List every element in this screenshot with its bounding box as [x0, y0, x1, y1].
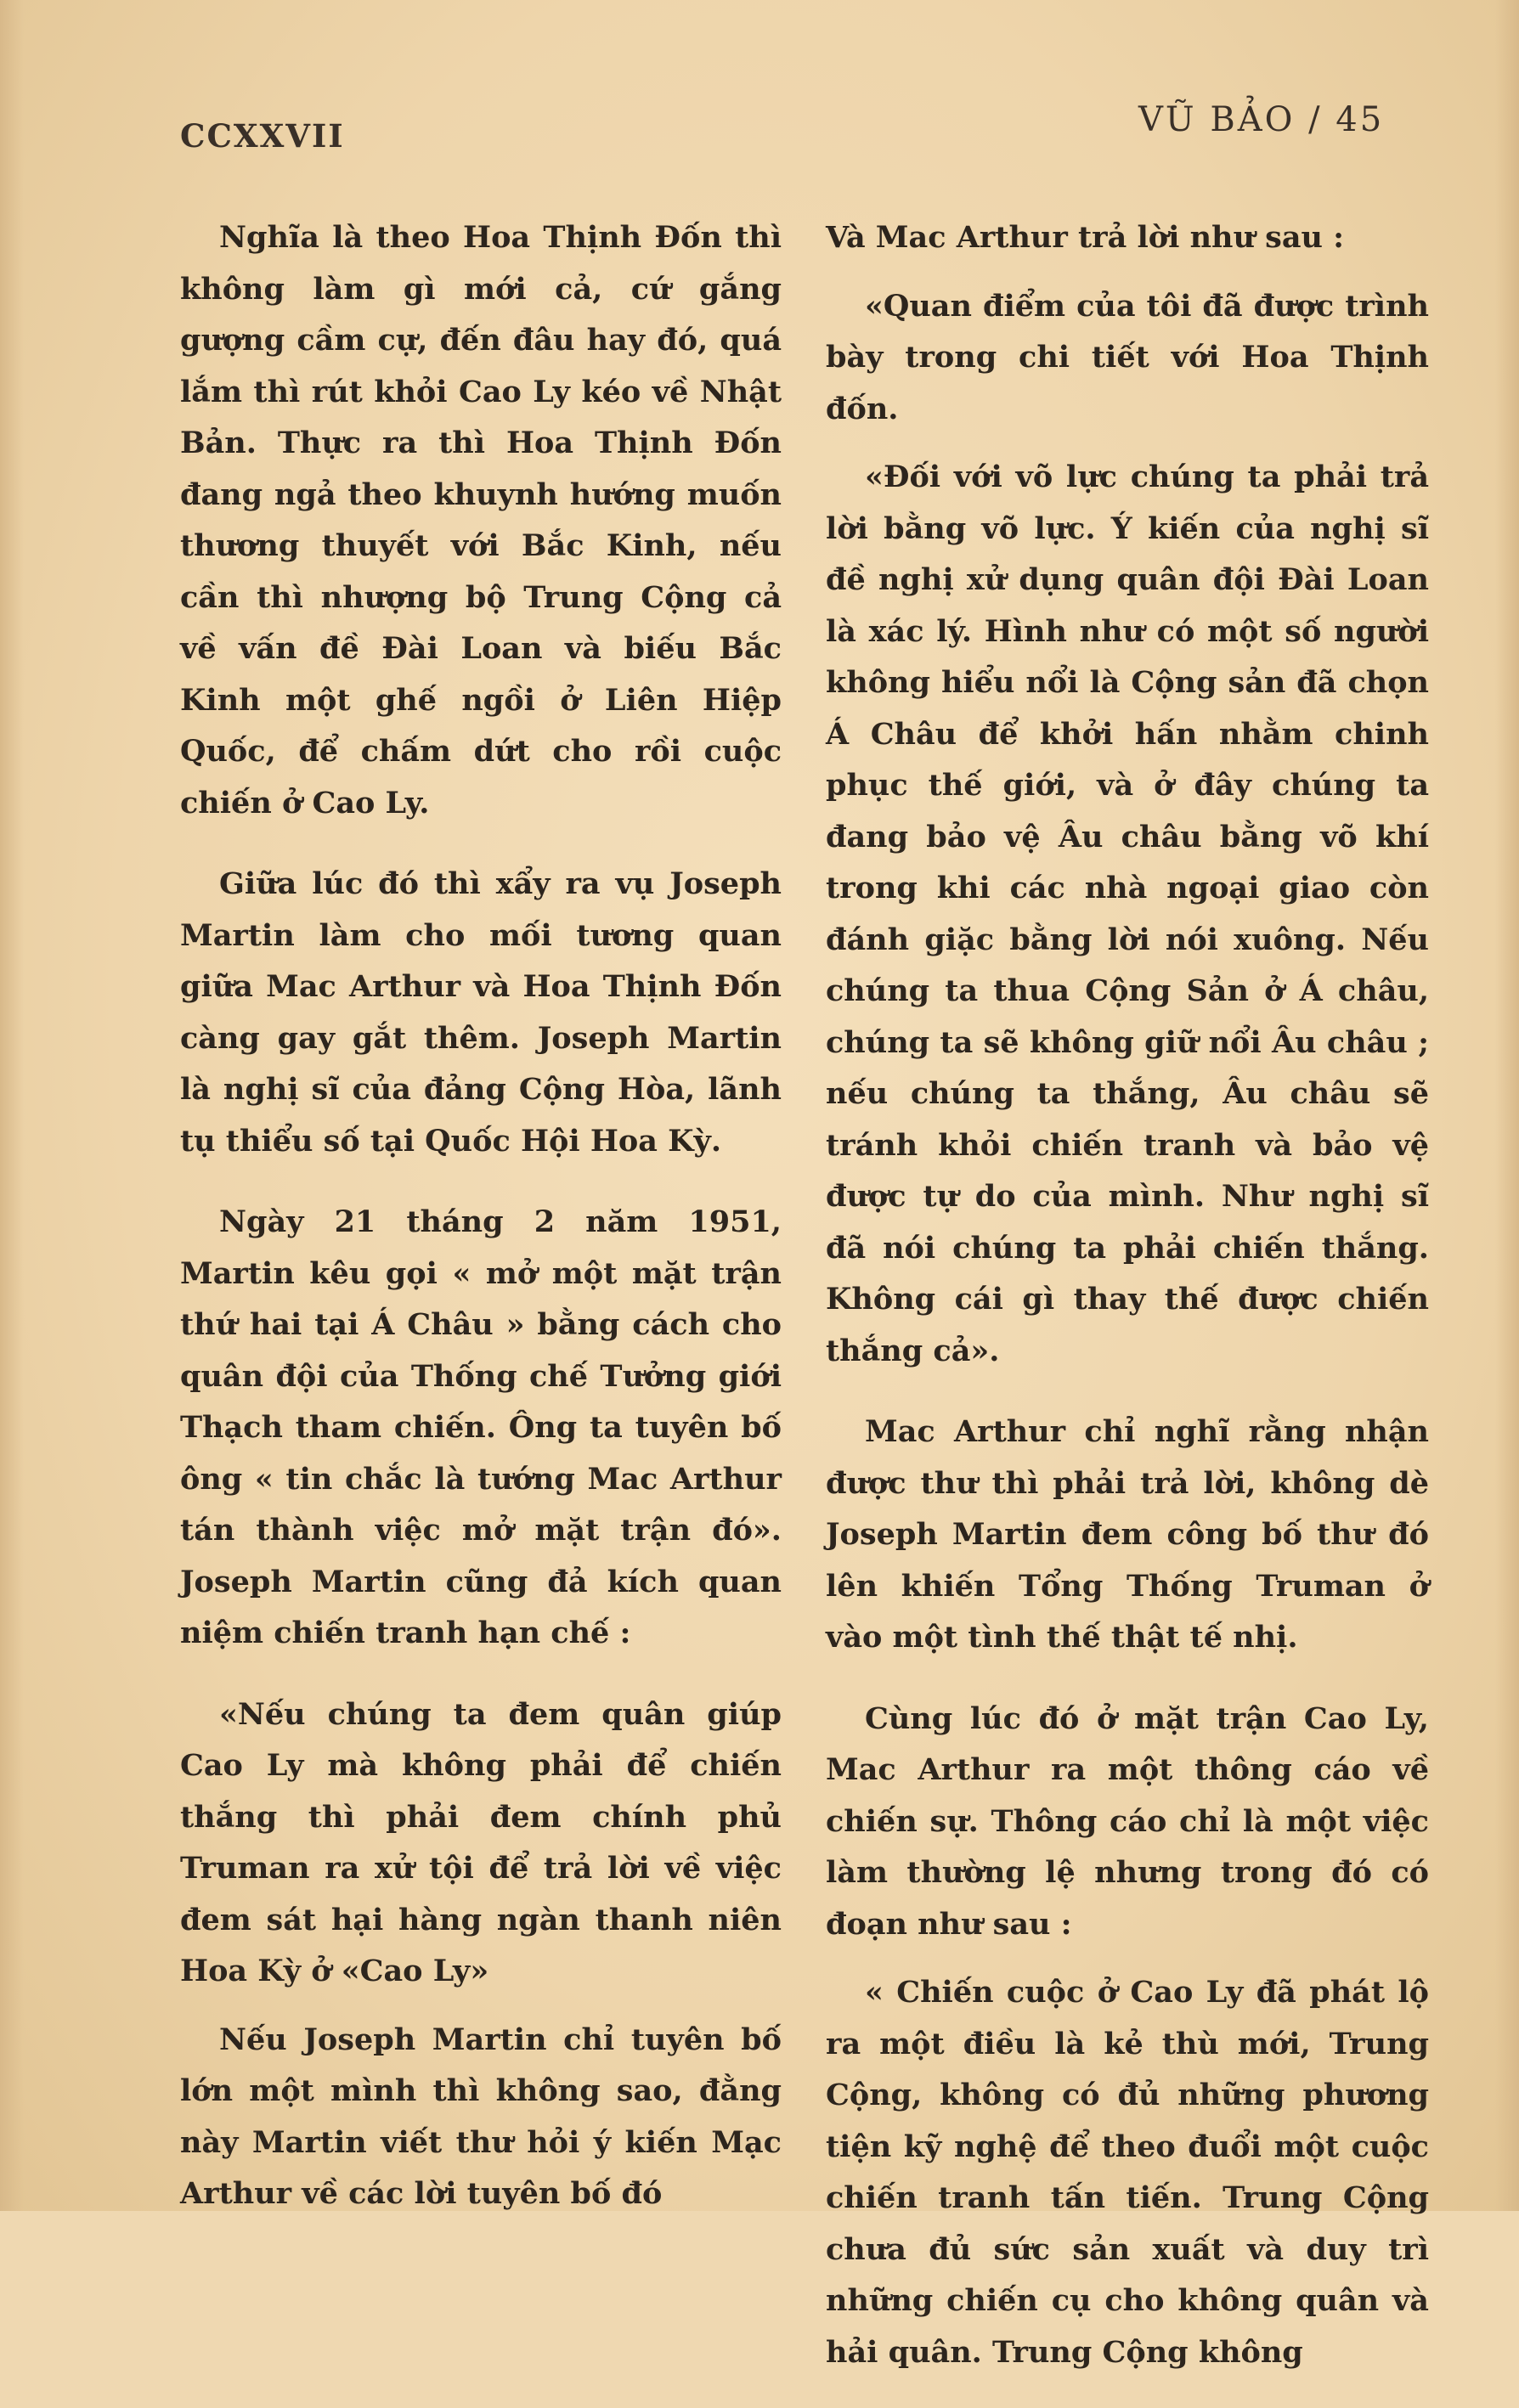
quote-paragraph: «Đối với võ lực chúng ta phải trả lời bằng võ lực. Ý kiến của nghị sĩ đề nghị xử dụng quân đội Đài Loan là xác lý. Hình như có một số người không hiểu nổi là Cộng sản đã chọn Á Châu để khởi hấn nhằm chinh phục thế giới, và ở đây chúng ta đang bảo vệ Âu châu bằng võ khí trong khi các nhà ngoại giao còn đánh giặc bằng lời nói xuông. Nếu chúng ta thua Cộng Sản ở Á châu, chúng ta sẽ không giữ nổi Âu châu ; nếu chúng ta thắng, Âu châu sẽ tránh khỏi chiến tranh và bảo vệ được tự do của mình. Như nghị sĩ đã nói chúng ta phải chiến thắng. Không cái gì thay thế được chiến thắng cả». [826, 460, 1429, 1368]
paragraph: Mac Arthur chỉ nghĩ rằng nhận được thư thì phải trả lời, không dè Joseph Martin đem công bố thư đó lên khiến Tổng Thống Truman ở vào một tình thế thật tế nhị. [826, 1414, 1429, 1655]
paragraph: Giữa lúc đó thì xẩy ra vụ Joseph Martin làm cho mối tương quan giữa Mac Arthur và Hoa Thịnh Đốn càng gay gắt thêm. Joseph Martin là nghị sĩ của đảng Cộng Hòa, lãnh tụ thiểu số tại Quốc Hội Hoa Kỳ. [180, 866, 782, 1159]
running-head-author-page: VŨ BẢO / 45 [1138, 100, 1385, 139]
chapter-number: CCXXVII [180, 117, 345, 155]
paragraph: Và Mac Arthur trả lời như sau : [826, 220, 1345, 255]
quote-paragraph: «Nếu chúng ta đem quân giúp Cao Ly mà không phải để chiến thắng thì phải đem chính phủ Truman ra xử tội để trả lời về việc đem sát hại hàng ngàn thanh niên Hoa Kỳ ở «Cao Ly» [180, 1696, 782, 1988]
paragraph: Cùng lúc đó ở mặt trận Cao Ly, Mac Arthur ra một thông cáo về chiến sự. Thông cáo chỉ là một việc làm thường lệ nhưng trong đó có đoạn như sau : [826, 1700, 1429, 1942]
quote-paragraph: «Quan điểm của tôi đã được trình bày trong chi tiết với Hoa Thịnh đốn. [826, 288, 1429, 426]
page-edge-right [1495, 0, 1519, 2211]
paragraph: Ngày 21 tháng 2 năm 1951, Martin kêu gọi « mở một mặt trận thứ hai tại Á Châu » bằng cách cho quân đội của Thống chế Tưởng giới Thạch tham chiến. Ông ta tuyên bố ông « tin chắc là tướng Mac Arthur tán thành việc mở mặt trận đó». Joseph Martin cũng đả kích quan niệm chiến tranh hạn chế : [180, 1204, 782, 1650]
paragraph: Nếu Joseph Martin chỉ tuyên bố lớn một mình thì không sao, đằng này Martin viết thư hỏi ý kiến Mạc Arthur về các lời tuyên bố đó [180, 2022, 782, 2211]
right-column [826, 212, 1429, 2408]
left-column [180, 212, 782, 2250]
paragraph: Nghĩa là theo Hoa Thịnh Đốn thì không làm gì mới cả, cứ gắng gượng cầm cự, đến đâu hay đó, quá lắm thì rút khỏi Cao Ly kéo về Nhật Bản. Thực ra thì Hoa Thịnh Đốn đang ngả theo khuynh hướng muốn thương thuyết với Bắc Kinh, nếu cần thì nhượng bộ Trung Cộng cả về vấn đề Đài Loan và biếu Bắc Kinh một ghế ngồi ở Liên Hiệp Quốc, để chấm dứt cho rồi cuộc chiến ở Cao Ly. [180, 220, 782, 821]
quote-paragraph: « Chiến cuộc ở Cao Ly đã phát lộ ra một điều là kẻ thù mới, Trung Cộng, không có đủ những phương tiện kỹ nghệ để theo đuổi một cuộc chiến tranh tấn tiến. Trung Cộng chưa đủ sức sản xuất và duy trì những chiến cụ cho không quân và hải quân. Trung Cộng không [826, 1975, 1429, 2370]
page-edge-left [0, 0, 24, 2211]
